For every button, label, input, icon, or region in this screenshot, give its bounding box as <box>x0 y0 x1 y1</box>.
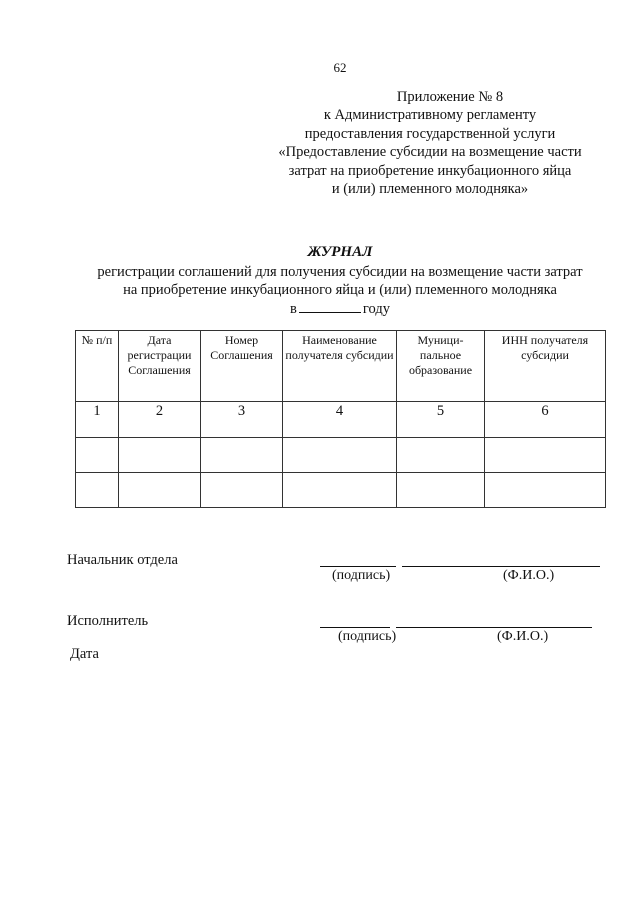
appendix-line: и (или) племенного молодняка» <box>331 181 529 198</box>
table-cell <box>283 438 397 473</box>
column-number: 4 <box>283 402 397 438</box>
appendix-line: Приложение № 8 <box>396 89 504 105</box>
head-of-department-label: Начальник отдела <box>67 552 178 568</box>
journal-table <box>75 330 606 508</box>
journal-subtitle <box>40 263 640 299</box>
column-number: 3 <box>201 402 283 438</box>
head-signature-line <box>320 566 396 567</box>
table-header-row <box>76 331 606 402</box>
year-suffix: году <box>362 301 390 317</box>
table-cell <box>119 438 201 473</box>
table-cell <box>485 473 606 508</box>
date-label: Дата <box>70 646 99 662</box>
column-number: 5 <box>397 402 485 438</box>
executor-name-caption: (Ф.И.О.) <box>497 629 549 644</box>
table-cell <box>76 473 119 508</box>
header-municipality: Муници-пальное образование <box>397 331 485 402</box>
year-blank <box>299 300 361 313</box>
appendix-line: «Предоставление субсидии на возмещение части <box>278 144 582 161</box>
table-cell <box>397 438 485 473</box>
appendix-line: к Административному регламенту <box>323 107 537 124</box>
journal-subtitle-line: на приобретение инкубационного яйца и (или) племенного молодняка <box>123 282 557 298</box>
column-number: 6 <box>485 402 606 438</box>
head-name-caption: (Ф.И.О.) <box>503 568 555 583</box>
table-cell <box>201 473 283 508</box>
year-prefix: в <box>290 301 297 317</box>
table-cell <box>283 473 397 508</box>
appendix-line: затрат на приобретение инкубационного яйца <box>288 162 572 179</box>
table-row <box>76 438 606 473</box>
executor-signature-caption: (подпись) <box>338 629 397 644</box>
header-registration-date: Дата регистрации Соглашения <box>119 331 201 402</box>
header-agreement-number: Номер Соглашения <box>201 331 283 402</box>
header-number: № п/п <box>76 331 119 402</box>
table-cell <box>201 438 283 473</box>
executor-label: Исполнитель <box>67 613 149 629</box>
journal-subtitle-line: регистрации соглашений для получения субсидии на возмещение части затрат <box>97 264 583 280</box>
appendix-block <box>260 88 600 198</box>
executor-signature-line <box>320 627 390 628</box>
table-cell <box>76 438 119 473</box>
column-number: 2 <box>119 402 201 438</box>
column-number: 1 <box>76 402 119 438</box>
table-row <box>76 473 606 508</box>
table-cell <box>397 473 485 508</box>
header-inn: ИНН получателя субсидии <box>485 331 606 402</box>
head-signature-caption: (подпись) <box>332 568 391 583</box>
table-column-numbers-row <box>76 402 606 438</box>
header-recipient-name: Наименование получателя субсидии <box>283 331 397 402</box>
head-name-line <box>402 566 600 567</box>
table-cell <box>485 438 606 473</box>
table-cell <box>119 473 201 508</box>
journal-title: ЖУРНАЛ <box>307 244 373 260</box>
journal-year-line <box>0 300 640 318</box>
page-number: 62 <box>333 60 347 75</box>
executor-name-line <box>396 627 592 628</box>
appendix-line: предоставления государственной услуги <box>304 125 556 142</box>
